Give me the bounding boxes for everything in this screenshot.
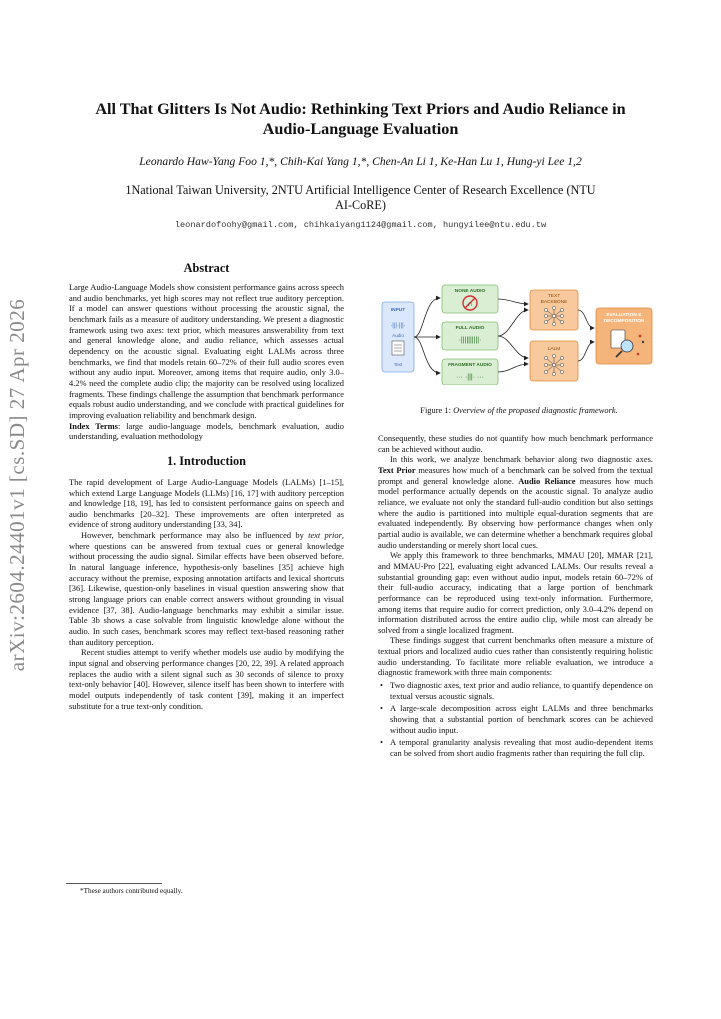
contribution-bullet-2: • A large-scale decomposition across eight LALMs and three benchmarks showing that a substantial portion of benchmark scores can be achieved without audio input.: [378, 703, 653, 735]
text-backbone-label-1: TEXT: [547, 294, 561, 299]
intro-p2-rest: , where questions can be answered from textual cues or general knowledge without processing the audio signal. Similar effects have been observed before. In natural language inference, hypothesis-only baselines [35] achieve high accuracy without the premise, exposing annotation artifacts and lexical shortcuts [36]. Likewise, question-only baselines in visual question answering show that strong language priors can enable correct answers without grounding in visual evidence [37, 38]. Audio-language benchmarks may exhibit a similar issue. Table 3b shows a case solvable from linguistic knowledge alone without the audio. In such cases, benchmark scores may reflect text-based reasoning rather than auditory perception.: [69, 530, 344, 647]
network-icon: [544, 306, 563, 325]
left-column: [69, 261, 344, 711]
text-backbone-label-2: BACKBONE: [540, 300, 568, 305]
author-list: Leonardo Haw-Yang Foo 1,*, Chih-Kai Yang 1,*, Chen-An Li 1, Ke-Han Lu 1, Hung-yi Lee 1,2: [139, 155, 582, 168]
magnifier-icon: [621, 340, 633, 352]
arxiv-stamp: arXiv:2604.24401v1 [cs.SD] 27 Apr 2026: [5, 298, 29, 672]
affiliation-line-2: AI-CoRE): [335, 198, 386, 212]
right-column: [378, 433, 653, 759]
full-waveform-icon: ·||||||||||·: [458, 337, 482, 344]
p2-end: measures how much model performance actually depends on the acoustic signal. To analyze audio reliance, we evaluate not only the standard full-audio condition but also settings where the audio is partitioned into multiple equal-duration segments that are evaluated independently. By observing how performance changes when only partial audio is available, we can determine whether a benchmark requires global audio understanding or merely short local cues.: [378, 475, 653, 550]
right-paragraph-2: [378, 454, 653, 550]
intro-p2-emphasis: text prior: [308, 530, 342, 541]
intro-paragraph-3: Recent studies attempt to verify whether models use audio by modifying the input signal and observing performance changes [20, 22, 39]. A related approach replaces the audio with a silent signal such as 30 seconds of silence to proxy text-only behavior [40]. However, silence itself has been shown to interfere with model outputs independently of task content [39], making it an imperfect substitute for a true text-only condition.: [69, 647, 344, 711]
index-terms: [69, 421, 344, 442]
footnote-rule: [66, 883, 162, 884]
contribution-bullet-1: • Two diagnostic axes, text prior and audio reliance, to quantify dependence on textual versus acoustic signals.: [378, 680, 653, 701]
affiliations: [60, 183, 661, 213]
footnote: *These authors contributed equally.: [80, 887, 183, 895]
text-prior-term: Text Prior: [378, 464, 416, 475]
p2-middle: measures how much of a benchmark can be solved from the textual prompt and general knowledge alone.: [378, 464, 653, 486]
right-paragraph-3: We apply this framework to three benchmarks, MMAU [20], MMAR [21], and MMAU-Pro [22], evaluating eight advanced LALMs. Our results reveal a substantial grounding gap: even without audio input, models retain 60–72% of their full-audio accuracy, indicating that a large portion of benchmark performance can be reproduced using text-only information. Furthermore, among items that require audio for correct prediction, only 3.0–4.2% depend on information distributed across the entire audio clip, while most can already be solved from a single localized fragment.: [378, 550, 653, 635]
figure-caption: [378, 405, 660, 415]
abstract-heading: Abstract: [183, 261, 230, 275]
index-terms-label: Index Terms: [69, 420, 118, 431]
affiliation-line-1: 1National Taiwan University, 2NTU Artificial Intelligence Center of Research Excellence (NTU: [125, 183, 596, 197]
figure-caption-text: Overview of the proposed diagnostic framework.: [453, 405, 618, 415]
index-terms-text: : large audio-language models, benchmark evaluation, audio understanding, evaluation methodology: [69, 420, 344, 442]
intro-p2-start: However, benchmark performance may also be influenced by: [81, 530, 309, 541]
intro-paragraph-2: [69, 530, 344, 647]
contribution-bullet-3: • A temporal granularity analysis revealing that most audio-dependent items can be solved from short audio fragments rather than requiring the full clip.: [378, 737, 653, 758]
author-emails: leonardofoohy@gmail.com, chihkaiyang1124@gmail.com, hungyilee@ntu.edu.tw: [174, 220, 547, 230]
framework-diagram: [378, 280, 660, 385]
waveform-icon: ·|||·|||·: [390, 323, 406, 329]
right-paragraph-1: Consequently, these studies do not quantify how much benchmark performance can be achieved without audio.: [378, 433, 653, 454]
full-audio-label: FULL AUDIO: [455, 326, 485, 331]
evaluation-label-2: DECOMPOSITION: [603, 319, 645, 324]
intro-paragraph-1: The rapid development of Large Audio-Language Models (LALMs) [1–15], which extend Large Language Models (LLMs) [16, 17] with auditory perception and knowledge [18, 19], has led to consistent performance gains on speech and audio benchmarks [20–32]. These improvements are often interpreted as evidence of strong auditory understanding [33, 34].: [69, 476, 344, 530]
svg-text:∩: ∩: [467, 301, 473, 308]
audio-label: Audio: [392, 333, 404, 338]
p2-start: In this work, we analyze benchmark behavior along two diagnostic axes.: [390, 454, 653, 465]
fragment-waveform-icon: ··· ·|||· ···: [456, 374, 484, 381]
lalm-label: LALM: [547, 347, 561, 352]
network-icon-lalm: [544, 354, 563, 375]
intro-heading: 1. Introduction: [166, 453, 247, 468]
text-label: Text: [393, 362, 403, 367]
paper-title: [60, 99, 661, 139]
title-line-2: Audio-Language Evaluation: [262, 120, 459, 138]
audio-reliance-term: Audio Reliance: [518, 475, 576, 486]
title-line-1: All That Glitters Is Not Audio: Rethinking Text Priors and Audio Reliance in: [95, 100, 626, 118]
abstract-body: [69, 282, 344, 442]
figure-caption-label: Figure 1:: [420, 405, 454, 415]
abstract-text: Large Audio-Language Models show consistent performance gains across speech and audio benchmarks, yet high scores may not reflect true auditory perception. If a model can answer questions without processing the acoustic signal, the benchmark fails as a measure of auditory understanding. We present a diagnostic framework using two axes: text prior, which measures answerability from text and general knowledge alone, and audio reliance, which assesses actual dependency on the acoustic signal. Evaluating eight LALMs across three benchmarks, we find that models retain 60–72% of their full audio scores even without any audio input. Moreover, among items that require audio, only 3.0–4.2% need the complete audio clip; the majority can be resolved using localized fragments. These findings challenge the assumption that benchmark performance equals robust audio understanding, and we conclude with practical guidelines for improving evaluation reliability and benchmark design.: [69, 282, 344, 420]
input-label: INPUT: [390, 308, 406, 313]
evaluation-label-1: EVALUATION &: [606, 313, 642, 318]
fragment-audio-label: FRAGMENT AUDIO: [448, 363, 492, 368]
right-paragraph-4: These findings suggest that current benchmarks often measure a mixture of textual priors and localized audio cues rather than consistently requiring holistic audio understanding. To facilitate more reliable evaluation, we introduce a diagnostic framework with three main components:: [378, 635, 653, 678]
figure-1: [378, 280, 660, 385]
intro-body: [69, 477, 344, 711]
none-audio-label: NONE AUDIO: [454, 289, 486, 294]
